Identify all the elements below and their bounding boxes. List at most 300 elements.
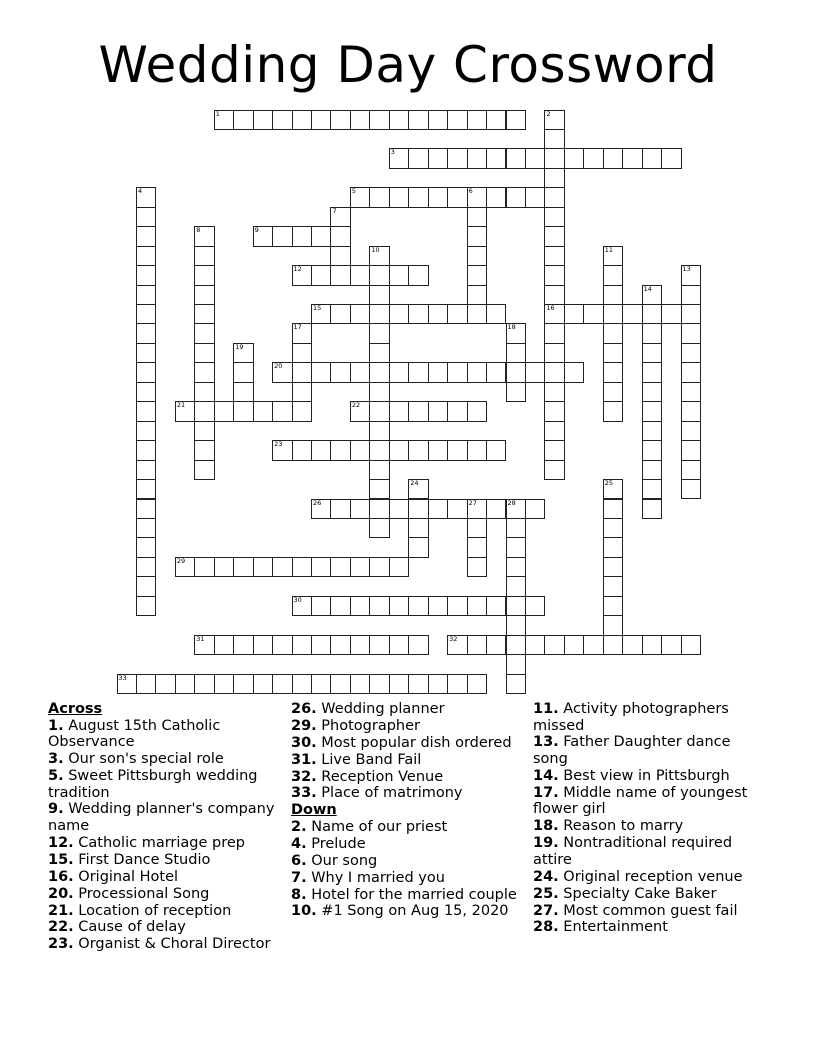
- grid-cell[interactable]: [603, 499, 623, 519]
- grid-cell[interactable]: [369, 421, 389, 441]
- grid-cell[interactable]: [467, 401, 487, 421]
- grid-cell[interactable]: [467, 635, 487, 655]
- grid-cell[interactable]: [447, 499, 467, 519]
- grid-cell[interactable]: [467, 674, 487, 694]
- grid-cell[interactable]: [467, 148, 487, 168]
- grid-cell[interactable]: [389, 304, 409, 324]
- grid-cell[interactable]: [544, 129, 564, 149]
- grid-cell[interactable]: [369, 557, 389, 577]
- grid-cell[interactable]: [603, 479, 623, 499]
- grid-cell[interactable]: [544, 246, 564, 266]
- grid-cell[interactable]: [486, 187, 506, 207]
- grid-cell[interactable]: [428, 401, 448, 421]
- grid-cell[interactable]: [603, 557, 623, 577]
- grid-cell[interactable]: [544, 110, 564, 130]
- grid-cell[interactable]: [603, 323, 623, 343]
- grid-cell[interactable]: [447, 110, 467, 130]
- grid-cell[interactable]: [486, 110, 506, 130]
- grid-cell[interactable]: [369, 343, 389, 363]
- grid-cell[interactable]: [661, 148, 681, 168]
- grid-cell[interactable]: [506, 518, 526, 538]
- grid-cell[interactable]: [369, 382, 389, 402]
- grid-cell[interactable]: [253, 110, 273, 130]
- grid-cell[interactable]: [311, 304, 331, 324]
- grid-cell[interactable]: [467, 207, 487, 227]
- grid-cell[interactable]: [292, 362, 312, 382]
- grid-cell[interactable]: [330, 499, 350, 519]
- grid-cell[interactable]: [311, 596, 331, 616]
- grid-cell[interactable]: [292, 110, 312, 130]
- grid-cell[interactable]: [194, 265, 214, 285]
- grid-cell[interactable]: [272, 440, 292, 460]
- grid-cell[interactable]: [117, 674, 137, 694]
- grid-cell[interactable]: [447, 362, 467, 382]
- grid-cell[interactable]: [447, 635, 467, 655]
- grid-cell[interactable]: [350, 440, 370, 460]
- grid-cell[interactable]: [194, 440, 214, 460]
- grid-cell[interactable]: [233, 635, 253, 655]
- grid-cell[interactable]: [136, 557, 156, 577]
- grid-cell[interactable]: [175, 401, 195, 421]
- grid-cell[interactable]: [544, 460, 564, 480]
- grid-cell[interactable]: [408, 596, 428, 616]
- grid-cell[interactable]: [408, 187, 428, 207]
- grid-cell[interactable]: [467, 537, 487, 557]
- grid-cell[interactable]: [467, 187, 487, 207]
- grid-cell[interactable]: [603, 615, 623, 635]
- grid-cell[interactable]: [214, 674, 234, 694]
- grid-cell[interactable]: [603, 576, 623, 596]
- grid-cell[interactable]: [525, 187, 545, 207]
- grid-cell[interactable]: [369, 362, 389, 382]
- grid-cell[interactable]: [272, 401, 292, 421]
- grid-cell[interactable]: [136, 499, 156, 519]
- grid-cell[interactable]: [467, 246, 487, 266]
- grid-cell[interactable]: [292, 226, 312, 246]
- grid-cell[interactable]: [350, 401, 370, 421]
- grid-cell[interactable]: [467, 362, 487, 382]
- grid-cell[interactable]: [681, 265, 701, 285]
- grid-cell[interactable]: [622, 635, 642, 655]
- grid-cell[interactable]: [292, 323, 312, 343]
- grid-cell[interactable]: [194, 343, 214, 363]
- grid-cell[interactable]: [642, 343, 662, 363]
- grid-cell[interactable]: [389, 440, 409, 460]
- grid-cell[interactable]: [486, 596, 506, 616]
- grid-cell[interactable]: [136, 401, 156, 421]
- grid-cell[interactable]: [369, 265, 389, 285]
- grid-cell[interactable]: [330, 440, 350, 460]
- grid-cell[interactable]: [681, 343, 701, 363]
- grid-cell[interactable]: [603, 518, 623, 538]
- grid-cell[interactable]: [194, 674, 214, 694]
- grid-cell[interactable]: [603, 596, 623, 616]
- grid-cell[interactable]: [136, 304, 156, 324]
- grid-cell[interactable]: [544, 323, 564, 343]
- grid-cell[interactable]: [408, 440, 428, 460]
- grid-cell[interactable]: [292, 401, 312, 421]
- grid-cell[interactable]: [350, 557, 370, 577]
- grid-cell[interactable]: [506, 557, 526, 577]
- grid-cell[interactable]: [486, 440, 506, 460]
- grid-cell[interactable]: [389, 674, 409, 694]
- grid-cell[interactable]: [175, 557, 195, 577]
- grid-cell[interactable]: [408, 265, 428, 285]
- grid-cell[interactable]: [408, 499, 428, 519]
- grid-cell[interactable]: [389, 596, 409, 616]
- grid-cell[interactable]: [408, 110, 428, 130]
- grid-cell[interactable]: [467, 518, 487, 538]
- grid-cell[interactable]: [194, 460, 214, 480]
- grid-cell[interactable]: [292, 557, 312, 577]
- grid-cell[interactable]: [486, 362, 506, 382]
- grid-cell[interactable]: [681, 285, 701, 305]
- grid-cell[interactable]: [603, 537, 623, 557]
- grid-cell[interactable]: [642, 323, 662, 343]
- grid-cell[interactable]: [369, 518, 389, 538]
- grid-cell[interactable]: [389, 148, 409, 168]
- grid-cell[interactable]: [544, 207, 564, 227]
- grid-cell[interactable]: [642, 460, 662, 480]
- grid-cell[interactable]: [369, 285, 389, 305]
- grid-cell[interactable]: [506, 499, 526, 519]
- grid-cell[interactable]: [350, 265, 370, 285]
- grid-cell[interactable]: [214, 557, 234, 577]
- grid-cell[interactable]: [311, 499, 331, 519]
- grid-cell[interactable]: [136, 674, 156, 694]
- grid-cell[interactable]: [330, 110, 350, 130]
- grid-cell[interactable]: [603, 265, 623, 285]
- grid-cell[interactable]: [330, 557, 350, 577]
- grid-cell[interactable]: [506, 654, 526, 674]
- grid-cell[interactable]: [544, 168, 564, 188]
- grid-cell[interactable]: [661, 635, 681, 655]
- grid-cell[interactable]: [642, 401, 662, 421]
- grid-cell[interactable]: [350, 304, 370, 324]
- grid-cell[interactable]: [194, 226, 214, 246]
- grid-cell[interactable]: [155, 674, 175, 694]
- grid-cell[interactable]: [272, 110, 292, 130]
- grid-cell[interactable]: [642, 635, 662, 655]
- grid-cell[interactable]: [389, 187, 409, 207]
- grid-cell[interactable]: [369, 479, 389, 499]
- grid-cell[interactable]: [486, 304, 506, 324]
- grid-cell[interactable]: [408, 518, 428, 538]
- grid-cell[interactable]: [194, 382, 214, 402]
- grid-cell[interactable]: [564, 635, 584, 655]
- grid-cell[interactable]: [233, 557, 253, 577]
- grid-cell[interactable]: [253, 226, 273, 246]
- grid-cell[interactable]: [564, 362, 584, 382]
- grid-cell[interactable]: [408, 304, 428, 324]
- grid-cell[interactable]: [330, 362, 350, 382]
- grid-cell[interactable]: [136, 421, 156, 441]
- grid-cell[interactable]: [603, 401, 623, 421]
- grid-cell[interactable]: [292, 596, 312, 616]
- grid-cell[interactable]: [564, 304, 584, 324]
- grid-cell[interactable]: [330, 674, 350, 694]
- grid-cell[interactable]: [506, 110, 526, 130]
- grid-cell[interactable]: [311, 635, 331, 655]
- grid-cell[interactable]: [272, 674, 292, 694]
- grid-cell[interactable]: [467, 499, 487, 519]
- grid-cell[interactable]: [467, 110, 487, 130]
- grid-cell[interactable]: [622, 304, 642, 324]
- grid-cell[interactable]: [525, 635, 545, 655]
- grid-cell[interactable]: [369, 187, 389, 207]
- grid-cell[interactable]: [311, 110, 331, 130]
- grid-cell[interactable]: [544, 265, 564, 285]
- grid-cell[interactable]: [642, 421, 662, 441]
- grid-cell[interactable]: [544, 343, 564, 363]
- grid-cell[interactable]: [311, 440, 331, 460]
- grid-cell[interactable]: [350, 362, 370, 382]
- grid-cell[interactable]: [253, 635, 273, 655]
- grid-cell[interactable]: [544, 362, 564, 382]
- grid-cell[interactable]: [506, 537, 526, 557]
- grid-cell[interactable]: [603, 635, 623, 655]
- grid-cell[interactable]: [292, 382, 312, 402]
- grid-cell[interactable]: [194, 304, 214, 324]
- grid-cell[interactable]: [467, 265, 487, 285]
- grid-cell[interactable]: [330, 246, 350, 266]
- grid-cell[interactable]: [194, 557, 214, 577]
- grid-cell[interactable]: [544, 187, 564, 207]
- grid-cell[interactable]: [408, 674, 428, 694]
- grid-cell[interactable]: [506, 343, 526, 363]
- grid-cell[interactable]: [136, 537, 156, 557]
- grid-cell[interactable]: [428, 148, 448, 168]
- grid-cell[interactable]: [467, 557, 487, 577]
- grid-cell[interactable]: [136, 362, 156, 382]
- grid-cell[interactable]: [389, 401, 409, 421]
- grid-cell[interactable]: [136, 207, 156, 227]
- grid-cell[interactable]: [253, 557, 273, 577]
- grid-cell[interactable]: [136, 518, 156, 538]
- grid-cell[interactable]: [681, 635, 701, 655]
- grid-cell[interactable]: [136, 440, 156, 460]
- grid-cell[interactable]: [389, 499, 409, 519]
- grid-cell[interactable]: [369, 674, 389, 694]
- grid-cell[interactable]: [642, 304, 662, 324]
- grid-cell[interactable]: [428, 110, 448, 130]
- grid-cell[interactable]: [642, 362, 662, 382]
- grid-cell[interactable]: [136, 382, 156, 402]
- grid-cell[interactable]: [486, 635, 506, 655]
- grid-cell[interactable]: [389, 362, 409, 382]
- grid-cell[interactable]: [681, 382, 701, 402]
- grid-cell[interactable]: [408, 537, 428, 557]
- grid-cell[interactable]: [506, 187, 526, 207]
- grid-cell[interactable]: [369, 304, 389, 324]
- grid-cell[interactable]: [369, 246, 389, 266]
- grid-cell[interactable]: [136, 596, 156, 616]
- grid-cell[interactable]: [369, 440, 389, 460]
- grid-cell[interactable]: [350, 596, 370, 616]
- grid-cell[interactable]: [136, 226, 156, 246]
- grid-cell[interactable]: [428, 304, 448, 324]
- grid-cell[interactable]: [136, 187, 156, 207]
- grid-cell[interactable]: [583, 148, 603, 168]
- grid-cell[interactable]: [603, 304, 623, 324]
- grid-cell[interactable]: [467, 285, 487, 305]
- grid-cell[interactable]: [428, 499, 448, 519]
- grid-cell[interactable]: [642, 479, 662, 499]
- grid-cell[interactable]: [253, 674, 273, 694]
- grid-cell[interactable]: [292, 635, 312, 655]
- grid-cell[interactable]: [350, 499, 370, 519]
- grid-cell[interactable]: [389, 635, 409, 655]
- grid-cell[interactable]: [525, 148, 545, 168]
- grid-cell[interactable]: [330, 265, 350, 285]
- grid-cell[interactable]: [583, 635, 603, 655]
- grid-cell[interactable]: [194, 285, 214, 305]
- grid-cell[interactable]: [214, 110, 234, 130]
- grid-cell[interactable]: [369, 635, 389, 655]
- grid-cell[interactable]: [292, 440, 312, 460]
- grid-cell[interactable]: [681, 323, 701, 343]
- grid-cell[interactable]: [233, 110, 253, 130]
- grid-cell[interactable]: [447, 674, 467, 694]
- grid-cell[interactable]: [506, 596, 526, 616]
- grid-cell[interactable]: [525, 499, 545, 519]
- grid-cell[interactable]: [506, 382, 526, 402]
- grid-cell[interactable]: [136, 246, 156, 266]
- grid-cell[interactable]: [544, 421, 564, 441]
- grid-cell[interactable]: [136, 265, 156, 285]
- grid-cell[interactable]: [506, 362, 526, 382]
- grid-cell[interactable]: [136, 576, 156, 596]
- grid-cell[interactable]: [642, 148, 662, 168]
- grid-cell[interactable]: [136, 343, 156, 363]
- grid-cell[interactable]: [447, 440, 467, 460]
- grid-cell[interactable]: [408, 148, 428, 168]
- grid-cell[interactable]: [681, 362, 701, 382]
- grid-cell[interactable]: [506, 148, 526, 168]
- grid-cell[interactable]: [350, 110, 370, 130]
- grid-cell[interactable]: [233, 343, 253, 363]
- grid-cell[interactable]: [603, 285, 623, 305]
- grid-cell[interactable]: [486, 499, 506, 519]
- grid-cell[interactable]: [544, 440, 564, 460]
- grid-cell[interactable]: [311, 557, 331, 577]
- grid-cell[interactable]: [136, 285, 156, 305]
- grid-cell[interactable]: [350, 674, 370, 694]
- grid-cell[interactable]: [330, 635, 350, 655]
- grid-cell[interactable]: [428, 187, 448, 207]
- grid-cell[interactable]: [369, 401, 389, 421]
- grid-cell[interactable]: [544, 285, 564, 305]
- grid-cell[interactable]: [428, 674, 448, 694]
- grid-cell[interactable]: [428, 596, 448, 616]
- grid-cell[interactable]: [175, 674, 195, 694]
- grid-cell[interactable]: [603, 148, 623, 168]
- grid-cell[interactable]: [642, 499, 662, 519]
- grid-cell[interactable]: [544, 148, 564, 168]
- grid-cell[interactable]: [642, 285, 662, 305]
- grid-cell[interactable]: [408, 479, 428, 499]
- grid-cell[interactable]: [136, 323, 156, 343]
- grid-cell[interactable]: [603, 382, 623, 402]
- grid-cell[interactable]: [544, 401, 564, 421]
- grid-cell[interactable]: [194, 362, 214, 382]
- grid-cell[interactable]: [194, 635, 214, 655]
- grid-cell[interactable]: [253, 401, 273, 421]
- grid-cell[interactable]: [389, 557, 409, 577]
- grid-cell[interactable]: [447, 148, 467, 168]
- grid-cell[interactable]: [292, 343, 312, 363]
- grid-cell[interactable]: [214, 401, 234, 421]
- grid-cell[interactable]: [642, 440, 662, 460]
- grid-cell[interactable]: [369, 596, 389, 616]
- grid-cell[interactable]: [447, 596, 467, 616]
- grid-cell[interactable]: [272, 557, 292, 577]
- grid-cell[interactable]: [330, 207, 350, 227]
- grid-cell[interactable]: [311, 226, 331, 246]
- grid-cell[interactable]: [389, 265, 409, 285]
- grid-cell[interactable]: [408, 401, 428, 421]
- grid-cell[interactable]: [369, 110, 389, 130]
- grid-cell[interactable]: [272, 635, 292, 655]
- grid-cell[interactable]: [583, 304, 603, 324]
- grid-cell[interactable]: [136, 479, 156, 499]
- grid-cell[interactable]: [506, 576, 526, 596]
- grid-cell[interactable]: [506, 323, 526, 343]
- grid-cell[interactable]: [194, 421, 214, 441]
- grid-cell[interactable]: [525, 362, 545, 382]
- grid-cell[interactable]: [603, 246, 623, 266]
- grid-cell[interactable]: [194, 323, 214, 343]
- grid-cell[interactable]: [603, 362, 623, 382]
- grid-cell[interactable]: [544, 382, 564, 402]
- grid-cell[interactable]: [642, 382, 662, 402]
- grid-cell[interactable]: [506, 674, 526, 694]
- grid-cell[interactable]: [311, 674, 331, 694]
- grid-cell[interactable]: [350, 187, 370, 207]
- grid-cell[interactable]: [330, 596, 350, 616]
- grid-cell[interactable]: [330, 304, 350, 324]
- grid-cell[interactable]: [233, 362, 253, 382]
- grid-cell[interactable]: [369, 460, 389, 480]
- grid-cell[interactable]: [214, 635, 234, 655]
- grid-cell[interactable]: [272, 362, 292, 382]
- grid-cell[interactable]: [330, 226, 350, 246]
- grid-cell[interactable]: [350, 635, 370, 655]
- grid-cell[interactable]: [136, 460, 156, 480]
- grid-cell[interactable]: [233, 674, 253, 694]
- grid-cell[interactable]: [681, 479, 701, 499]
- grid-cell[interactable]: [292, 265, 312, 285]
- grid-cell[interactable]: [447, 304, 467, 324]
- grid-cell[interactable]: [544, 304, 564, 324]
- grid-cell[interactable]: [447, 187, 467, 207]
- grid-cell[interactable]: [603, 343, 623, 363]
- grid-cell[interactable]: [194, 246, 214, 266]
- grid-cell[interactable]: [681, 421, 701, 441]
- grid-cell[interactable]: [428, 440, 448, 460]
- grid-cell[interactable]: [525, 596, 545, 616]
- grid-cell[interactable]: [544, 226, 564, 246]
- grid-cell[interactable]: [467, 226, 487, 246]
- grid-cell[interactable]: [369, 323, 389, 343]
- grid-cell[interactable]: [681, 440, 701, 460]
- grid-cell[interactable]: [369, 499, 389, 519]
- grid-cell[interactable]: [506, 615, 526, 635]
- grid-cell[interactable]: [661, 304, 681, 324]
- grid-cell[interactable]: [389, 110, 409, 130]
- grid-cell[interactable]: [408, 635, 428, 655]
- grid-cell[interactable]: [447, 401, 467, 421]
